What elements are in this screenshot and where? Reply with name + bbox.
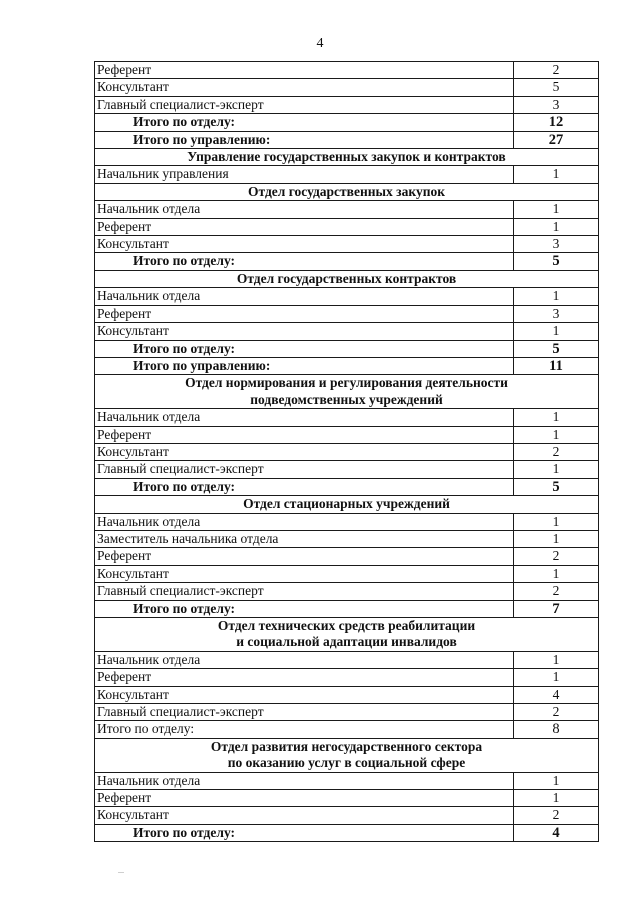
position-count: 3 <box>514 236 599 253</box>
position-row <box>95 772 599 789</box>
scan-speck <box>118 872 124 873</box>
position-title: Начальник отдела <box>95 288 514 305</box>
position-row <box>95 651 599 668</box>
position-count: 3 <box>514 305 599 322</box>
position-title: Главный специалист-эксперт <box>95 704 514 721</box>
position-title: Референт <box>95 669 514 686</box>
staffing-table <box>94 61 599 842</box>
position-count: 2 <box>514 548 599 565</box>
section-heading <box>95 375 599 409</box>
position-title: Консультант <box>95 807 514 824</box>
position-row <box>95 669 599 686</box>
position-count: 1 <box>514 323 599 340</box>
position-count: 1 <box>514 565 599 582</box>
position-row <box>95 548 599 565</box>
subtotal-label: Итого по отделу: <box>95 340 514 357</box>
subtotal-row <box>95 478 599 495</box>
subtotal-count: 7 <box>514 600 599 617</box>
position-count: 1 <box>514 218 599 235</box>
section-heading-line: Отдел технических средств реабилитации <box>217 618 476 633</box>
position-title: Начальник управления <box>95 166 514 183</box>
position-row <box>95 201 599 218</box>
position-title: Консультант <box>95 323 514 340</box>
position-count: 1 <box>514 461 599 478</box>
position-row <box>95 461 599 478</box>
position-title: Консультант <box>95 236 514 253</box>
subtotal-count: 5 <box>514 340 599 357</box>
position-count: 2 <box>514 583 599 600</box>
position-title: Консультант <box>95 565 514 582</box>
position-row <box>95 426 599 443</box>
position-count: 1 <box>514 513 599 530</box>
position-count: 1 <box>514 166 599 183</box>
subtotal-label: Итого по отделу: <box>95 721 514 738</box>
subtotal-count: 5 <box>514 478 599 495</box>
position-count: 1 <box>514 669 599 686</box>
position-count: 2 <box>514 443 599 460</box>
subtotal-row <box>95 114 599 131</box>
position-count: 4 <box>514 686 599 703</box>
position-row <box>95 96 599 113</box>
section-heading-row <box>95 183 599 200</box>
section-heading <box>95 149 599 166</box>
position-row <box>95 236 599 253</box>
position-title: Консультант <box>95 686 514 703</box>
section-heading-line: Управление государственных закупок и контрактов <box>187 149 506 165</box>
position-title: Консультант <box>95 443 514 460</box>
position-row <box>95 409 599 426</box>
position-title: Главный специалист-эксперт <box>95 96 514 113</box>
position-row <box>95 166 599 183</box>
position-count: 1 <box>514 201 599 218</box>
section-heading <box>95 618 599 652</box>
position-row <box>95 513 599 530</box>
position-title: Референт <box>95 790 514 807</box>
position-row <box>95 530 599 547</box>
position-row <box>95 443 599 460</box>
section-heading-line: Отдел государственных контрактов <box>236 270 457 286</box>
section-heading-row <box>95 375 599 409</box>
position-row <box>95 62 599 79</box>
position-count: 2 <box>514 807 599 824</box>
section-heading-line: подведомственных учреждений <box>250 391 443 407</box>
position-title: Начальник отдела <box>95 513 514 530</box>
subtotal-row <box>95 600 599 617</box>
section-heading <box>95 738 599 772</box>
position-count: 2 <box>514 704 599 721</box>
section-heading <box>95 183 599 200</box>
section-heading-line: по оказанию услуг в социальной сфере <box>227 755 466 771</box>
subtotal-count: 27 <box>514 131 599 148</box>
section-heading-line: Отдел государственных закупок <box>247 183 445 199</box>
section-heading-row <box>95 270 599 287</box>
position-title: Начальник отдела <box>95 201 514 218</box>
position-title: Главный специалист-эксперт <box>95 583 514 600</box>
position-row <box>95 583 599 600</box>
position-row <box>95 288 599 305</box>
subtotal-row <box>95 357 599 374</box>
position-title: Начальник отдела <box>95 651 514 668</box>
position-row <box>95 305 599 322</box>
subtotal-row <box>95 340 599 357</box>
section-heading-row <box>95 149 599 166</box>
page-number: 4 <box>316 36 324 51</box>
position-count: 1 <box>514 651 599 668</box>
position-title: Референт <box>95 305 514 322</box>
section-heading-line: Отдел развития негосударственного сектора <box>210 738 483 754</box>
section-heading-row <box>95 618 599 652</box>
position-count: 1 <box>514 772 599 789</box>
subtotal-label: Итого по отделу: <box>95 600 514 617</box>
position-count: 1 <box>514 530 599 547</box>
position-row <box>95 79 599 96</box>
subtotal-count: 5 <box>514 253 599 270</box>
position-row <box>95 686 599 703</box>
section-heading-row <box>95 496 599 513</box>
position-title: Главный специалист-эксперт <box>95 461 514 478</box>
position-count: 2 <box>514 62 599 79</box>
position-title: Референт <box>95 426 514 443</box>
section-heading <box>95 496 599 513</box>
subtotal-row <box>95 824 599 841</box>
subtotal-count: 8 <box>514 721 599 738</box>
position-title: Начальник отдела <box>95 772 514 789</box>
position-row <box>95 807 599 824</box>
subtotal-label: Итого по отделу: <box>95 824 514 841</box>
subtotal-row <box>95 131 599 148</box>
subtotal-label: Итого по отделу: <box>95 478 514 495</box>
position-title: Консультант <box>95 79 514 96</box>
position-title: Референт <box>95 62 514 79</box>
subtotal-label: Итого по отделу: <box>95 253 514 270</box>
position-row <box>95 790 599 807</box>
subtotal-count: 4 <box>514 824 599 841</box>
section-heading-line: и социальной адаптации инвалидов <box>236 634 457 650</box>
position-title: Референт <box>95 548 514 565</box>
subtotal-count: 11 <box>514 357 599 374</box>
position-title: Референт <box>95 218 514 235</box>
position-row <box>95 565 599 582</box>
position-count: 1 <box>514 426 599 443</box>
subtotal-row <box>95 721 599 738</box>
position-title: Заместитель начальника отдела <box>95 530 514 547</box>
position-count: 1 <box>514 409 599 426</box>
subtotal-label: Итого по управлению: <box>95 357 514 374</box>
position-count: 1 <box>514 790 599 807</box>
subtotal-row <box>95 253 599 270</box>
section-heading-line: Отдел стационарных учреждений <box>243 496 450 512</box>
position-count: 1 <box>514 288 599 305</box>
subtotal-label: Итого по отделу: <box>95 114 514 131</box>
section-heading-row <box>95 738 599 772</box>
position-row <box>95 704 599 721</box>
position-count: 5 <box>514 79 599 96</box>
staffing-table-body <box>95 62 599 842</box>
position-row <box>95 323 599 340</box>
section-heading-line: Отдел нормирования и регулирования деятельности <box>185 375 508 391</box>
subtotal-count: 12 <box>514 114 599 131</box>
section-heading <box>95 270 599 287</box>
position-row <box>95 218 599 235</box>
subtotal-label: Итого по управлению: <box>95 131 514 148</box>
position-title: Начальник отдела <box>95 409 514 426</box>
position-count: 3 <box>514 96 599 113</box>
